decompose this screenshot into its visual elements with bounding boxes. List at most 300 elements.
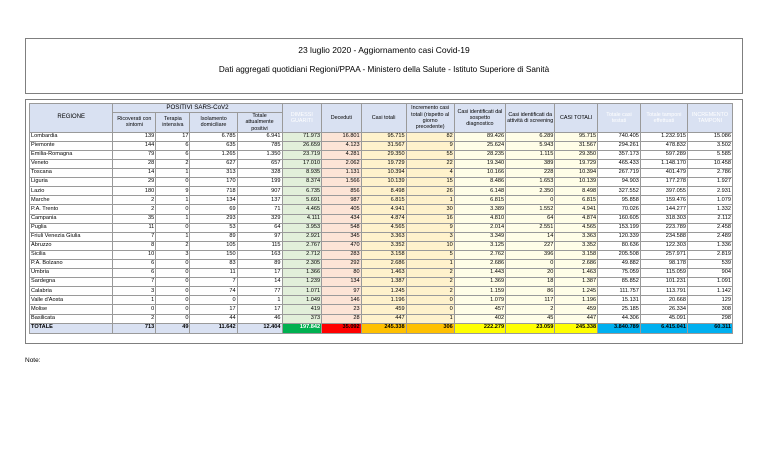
table-cell: 177.278 [640,178,687,187]
table-cell: 318.303 [640,214,687,223]
table-cell: 2.786 [687,169,732,178]
table-cell: 0 [406,305,454,314]
table-cell: 26.659 [282,141,322,150]
table-cell: 1.552 [506,205,555,214]
table-cell: 6.289 [506,132,555,141]
table-cell: 1.265 [190,150,237,159]
table-cell: 9 [406,223,454,232]
table-cell: 1 [156,232,190,241]
table-cell: 25.624 [454,141,505,150]
table-cell: 539 [687,260,732,269]
table-cell: 9 [406,141,454,150]
region-name: Valle d'Aosta [30,296,113,305]
table-cell: 26 [406,187,454,196]
table-cell: 2.686 [454,260,505,269]
table-cell: 5.691 [282,196,322,205]
table-cell: 2.014 [454,223,505,232]
table-cell: 465.433 [598,159,641,168]
table-cell: 6 [156,141,190,150]
table-cell: 6 [156,150,190,159]
header-terapia: Terapia intensiva [156,113,190,133]
total-cell: 3.840.789 [598,323,641,333]
table-cell: 8.374 [282,178,322,187]
table-cell: 2.112 [687,214,732,223]
table-cell: 1.131 [322,169,362,178]
header-totale-positivi: Totale attualmente positivi [237,113,282,133]
table-cell: 2 [156,159,190,168]
table-cell: 457 [454,305,505,314]
table-cell: 1.927 [687,178,732,187]
table-cell: 17 [237,269,282,278]
table-cell: 313 [190,169,237,178]
table-cell: 8 [113,241,156,250]
header-tamponi: Totale tamponi effettuati [640,104,687,133]
table-cell: 447 [361,314,406,323]
table-cell: 25.185 [598,305,641,314]
table-row [30,250,733,259]
table-cell: 718 [190,187,237,196]
table-cell: 82 [406,132,454,141]
table-cell: 28 [322,314,362,323]
table-cell: 9 [156,187,190,196]
table-cell: 19.729 [361,159,406,168]
table-cell: 328 [237,169,282,178]
region-name: Toscana [30,169,113,178]
table-cell: 2 [506,305,555,314]
table-cell: 6.815 [555,196,598,205]
region-name: Basilicata [30,314,113,323]
table-row [30,278,733,287]
table-cell: 657 [237,159,282,168]
table-cell: 159.476 [640,196,687,205]
table-cell: 31.567 [555,141,598,150]
table-cell: 49.882 [598,260,641,269]
table-cell: 1.653 [506,178,555,187]
table-row [30,196,733,205]
table-cell: 478.832 [640,141,687,150]
table-cell: 7 [190,278,237,287]
table-cell: 3.349 [454,232,505,241]
table-cell: 0 [156,296,190,305]
table-cell: 1.071 [282,287,322,296]
table-cell: 44.306 [598,314,641,323]
table-cell: 2.686 [555,260,598,269]
table-cell: 257.971 [640,250,687,259]
table-cell: 1.463 [555,269,598,278]
table-cell: 101.231 [640,278,687,287]
table-cell: 2.489 [687,232,732,241]
table-cell: 6.815 [454,196,505,205]
table-cell: 2.062 [322,159,362,168]
table-cell: 75.059 [598,269,641,278]
table-cell: 4.874 [361,214,406,223]
region-name: Umbria [30,269,113,278]
region-name: P.A. Trento [30,205,113,214]
table-row [30,169,733,178]
table-cell: 10.139 [555,178,598,187]
total-cell: 6.415.041 [640,323,687,333]
table-cell: 3.352 [361,241,406,250]
region-name: Sardegna [30,278,113,287]
table-cell: 144.277 [640,205,687,214]
table-cell: 1.245 [361,287,406,296]
table-cell: 94.903 [598,178,641,187]
table-cell: 134 [190,196,237,205]
table-cell: 459 [555,305,598,314]
header-casi-totali: Casi totali [361,104,406,133]
table-row [30,232,733,241]
table-cell: 3 [113,287,156,296]
table-cell: 0 [156,269,190,278]
table-cell: 129 [687,296,732,305]
table-cell: 1.387 [555,278,598,287]
table-cell: 2.819 [687,250,732,259]
covid-data-table [29,103,733,334]
table-cell: 1.387 [361,278,406,287]
total-cell: 60.311 [687,323,732,333]
table-cell: 1.332 [687,205,732,214]
table-cell: 35 [113,214,156,223]
table-cell: 95.715 [555,132,598,141]
table-cell: 97 [237,232,282,241]
table-cell: 80 [322,269,362,278]
table-cell: 1.239 [282,278,322,287]
region-name: Sicilia [30,250,113,259]
table-row [30,141,733,150]
total-cell: 11.642 [190,323,237,333]
table-cell: 83 [190,260,237,269]
table-cell: 29.350 [555,150,598,159]
table-cell: 134 [322,278,362,287]
table-cell: 46 [237,314,282,323]
table-cell: 115 [237,241,282,250]
total-cell: 49 [156,323,190,333]
table-cell: 234.588 [640,232,687,241]
total-cell: 713 [113,323,156,333]
table-cell: 3.389 [454,205,505,214]
table-cell: 1 [156,196,190,205]
table-row [30,214,733,223]
table-cell: 14 [237,278,282,287]
table-cell: 3 [156,250,190,259]
table-cell: 17 [237,305,282,314]
table-cell: 1.443 [454,269,505,278]
table-cell: 0 [156,205,190,214]
table-cell: 44 [190,314,237,323]
table-cell: 2.458 [687,223,732,232]
table-cell: 7 [113,278,156,287]
table-cell: 180 [113,187,156,196]
table-cell: 0 [156,178,190,187]
table-cell: 163 [237,250,282,259]
table-cell: 227 [506,241,555,250]
table-cell: 79 [113,150,156,159]
table-cell: 2.305 [282,260,322,269]
table-cell: 907 [237,187,282,196]
table-cell: 6.815 [361,196,406,205]
table-cell: 1.049 [282,296,322,305]
table-cell: 627 [190,159,237,168]
table-cell: 120.339 [598,232,641,241]
table-cell: 10 [406,241,454,250]
table-cell: 856 [322,187,362,196]
table-cell: 53 [190,223,237,232]
table-cell: 1.079 [687,196,732,205]
table-cell: 19.729 [555,159,598,168]
total-cell: 245.338 [555,323,598,333]
table-cell: 23 [322,305,362,314]
table-cell: 150 [190,250,237,259]
table-cell: 89 [237,260,282,269]
table-cell: 5.943 [506,141,555,150]
table-cell: 1.566 [322,178,362,187]
table-cell: 6.735 [282,187,322,196]
table-cell: 2.921 [282,232,322,241]
table-cell: 397.055 [640,187,687,196]
table-cell: 5 [406,250,454,259]
table-row [30,314,733,323]
table-cell: 16 [406,214,454,223]
table-cell: 17 [190,305,237,314]
table-cell: 1 [406,260,454,269]
table-cell: 8.935 [282,169,322,178]
table-cell: 97 [322,287,362,296]
table-cell: 146 [322,296,362,305]
table-cell: 4.565 [555,223,598,232]
table-cell: 447 [555,314,598,323]
region-name: Marche [30,196,113,205]
table-cell: 170 [190,178,237,187]
table-cell: 0 [406,296,454,305]
table-cell: 4.465 [282,205,322,214]
table-cell: 30 [406,205,454,214]
table-cell: 3.125 [454,241,505,250]
region-name: Emilia-Romagna [30,150,113,159]
table-cell: 6.785 [190,132,237,141]
table-row [30,296,733,305]
table-cell: 4.941 [555,205,598,214]
table-cell: 1.366 [282,269,322,278]
table-cell: 153.199 [598,223,641,232]
table-cell: 1.115 [506,150,555,159]
table-cell: 15.131 [598,296,641,305]
table-cell: 6.148 [454,187,505,196]
region-name: Calabria [30,287,113,296]
table-cell: 19.340 [454,159,505,168]
total-label: TOTALE [30,323,113,333]
report-subtitle: Dati aggregati quotidiani Regioni/PPAA - Ministero della Salute - Istituto Superiore di Sanità [218,65,550,74]
table-cell: 2.767 [282,241,322,250]
table-cell: 329 [237,214,282,223]
table-row [30,287,733,296]
header-incremento-casi: Incremento casi totali (rispetto al giorno precedente) [406,104,454,133]
table-cell: 70.026 [598,205,641,214]
table-cell: 1.245 [555,287,598,296]
table-cell: 223.789 [640,223,687,232]
table-cell: 137 [237,196,282,205]
table-cell: 4.941 [361,205,406,214]
table-cell: 14 [113,169,156,178]
table-cell: 6 [113,269,156,278]
table-cell: 4.874 [555,214,598,223]
table-cell: 45 [506,314,555,323]
table-cell: 6.941 [237,132,282,141]
table-cell: 1.142 [687,287,732,296]
table-row [30,178,733,187]
table-cell: 1.336 [687,241,732,250]
table-cell: 0 [156,260,190,269]
table-cell: 199 [237,178,282,187]
table-cell: 64 [237,223,282,232]
table-cell: 1.091 [687,278,732,287]
table-cell: 298 [687,314,732,323]
table-cell: 77 [237,287,282,296]
table-cell: 2.712 [282,250,322,259]
table-cell: 3.502 [687,141,732,150]
region-name: P.A. Bolzano [30,260,113,269]
table-cell: 1.232.915 [640,132,687,141]
table-cell: 1.196 [555,296,598,305]
table-cell: 4 [406,169,454,178]
table-row [30,159,733,168]
region-name: Piemonte [30,141,113,150]
table-cell: 0 [156,305,190,314]
table-cell: 2.686 [361,260,406,269]
table-cell: 115.059 [640,269,687,278]
table-cell: 345 [322,232,362,241]
table-cell: 8.498 [555,187,598,196]
table-cell: 1.079 [454,296,505,305]
table-cell: 0 [156,278,190,287]
table-cell: 8.498 [361,187,406,196]
table-cell: 89 [190,232,237,241]
table-cell: 17.010 [282,159,322,168]
table-cell: 144 [113,141,156,150]
table-cell: 0 [156,314,190,323]
table-cell: 10.394 [555,169,598,178]
table-cell: 2 [406,278,454,287]
table-cell: 228 [506,169,555,178]
header-regione: REGIONE [30,104,113,133]
region-name: Campania [30,214,113,223]
table-row [30,305,733,314]
table-cell: 987 [322,196,362,205]
table-cell: 98.178 [640,260,687,269]
table-cell: 904 [687,269,732,278]
table-cell: 45.091 [640,314,687,323]
region-name: Friuli Venezia Giulia [30,232,113,241]
table-box [25,99,743,344]
table-cell: 10.139 [361,178,406,187]
table-body [30,132,733,333]
table-cell: 18 [506,278,555,287]
table-cell: 16.801 [322,132,362,141]
table-cell: 2 [406,269,454,278]
table-cell: 10.458 [687,159,732,168]
total-cell: 245.338 [361,323,406,333]
table-cell: 327.552 [598,187,641,196]
table-cell: 139 [113,132,156,141]
table-cell: 74 [190,287,237,296]
table-cell: 6 [113,260,156,269]
table-cell: 1 [237,296,282,305]
table-cell: 3.953 [282,223,322,232]
table-cell: 29 [113,178,156,187]
table-cell: 28 [113,159,156,168]
report-title: 23 luglio 2020 - Aggiornamento casi Covid-19 [298,45,470,55]
total-cell: 12.404 [237,323,282,333]
region-name: Lombardia [30,132,113,141]
table-cell: 785 [237,141,282,150]
table-cell: 0 [190,296,237,305]
table-cell: 3.363 [361,232,406,241]
table-cell: 26.334 [640,305,687,314]
table-cell: 3 [406,232,454,241]
header-casi-sospetto: Casi identificati dal sospetto diagnostico [454,104,505,133]
table-cell: 29.350 [361,150,406,159]
region-name: Liguria [30,178,113,187]
region-name: Lazio [30,187,113,196]
table-cell: 122.303 [640,241,687,250]
table-cell: 0 [156,223,190,232]
table-cell: 20.668 [640,296,687,305]
table-cell: 86 [506,287,555,296]
header-casi-screening: Casi identificati da attività di screening [506,104,555,133]
table-cell: 64 [506,214,555,223]
header-casi-testati: Totale casi testati [598,104,641,133]
table-cell: 10.394 [361,169,406,178]
table-cell: 28.235 [454,150,505,159]
table-cell: 113.791 [640,287,687,296]
table-cell: 1.196 [361,296,406,305]
table-cell: 308 [687,305,732,314]
table-cell: 283 [322,250,362,259]
table-cell: 55 [406,150,454,159]
table-cell: 2 [406,287,454,296]
table-cell: 160.605 [598,214,641,223]
table-cell: 4.111 [282,214,322,223]
table-cell: 405 [322,205,362,214]
table-cell: 402 [454,314,505,323]
table-cell: 1 [156,169,190,178]
table-cell: 11 [113,223,156,232]
header-ricoverati: Ricoverati con sintomi [113,113,156,133]
table-row [30,269,733,278]
table-cell: 292 [322,260,362,269]
table-cell: 2.350 [506,187,555,196]
table-row [30,223,733,232]
table-cell: 89.426 [454,132,505,141]
table-cell: 3.158 [361,250,406,259]
table-cell: 2 [113,314,156,323]
total-cell: 23.059 [506,323,555,333]
note-label: Note: [25,357,41,364]
table-cell: 95.715 [361,132,406,141]
table-cell: 1.463 [361,269,406,278]
title-box [25,38,743,94]
header-isolamento: Isolamento domiciliare [190,113,237,133]
table-cell: 8.486 [454,178,505,187]
table-cell: 1 [406,314,454,323]
table-cell: 71 [237,205,282,214]
table-cell: 105 [190,241,237,250]
table-cell: 71.973 [282,132,322,141]
table-cell: 401.479 [640,169,687,178]
table-cell: 4.281 [322,150,362,159]
table-cell: 597.289 [640,150,687,159]
table-cell: 10 [113,250,156,259]
table-cell: 1.369 [454,278,505,287]
